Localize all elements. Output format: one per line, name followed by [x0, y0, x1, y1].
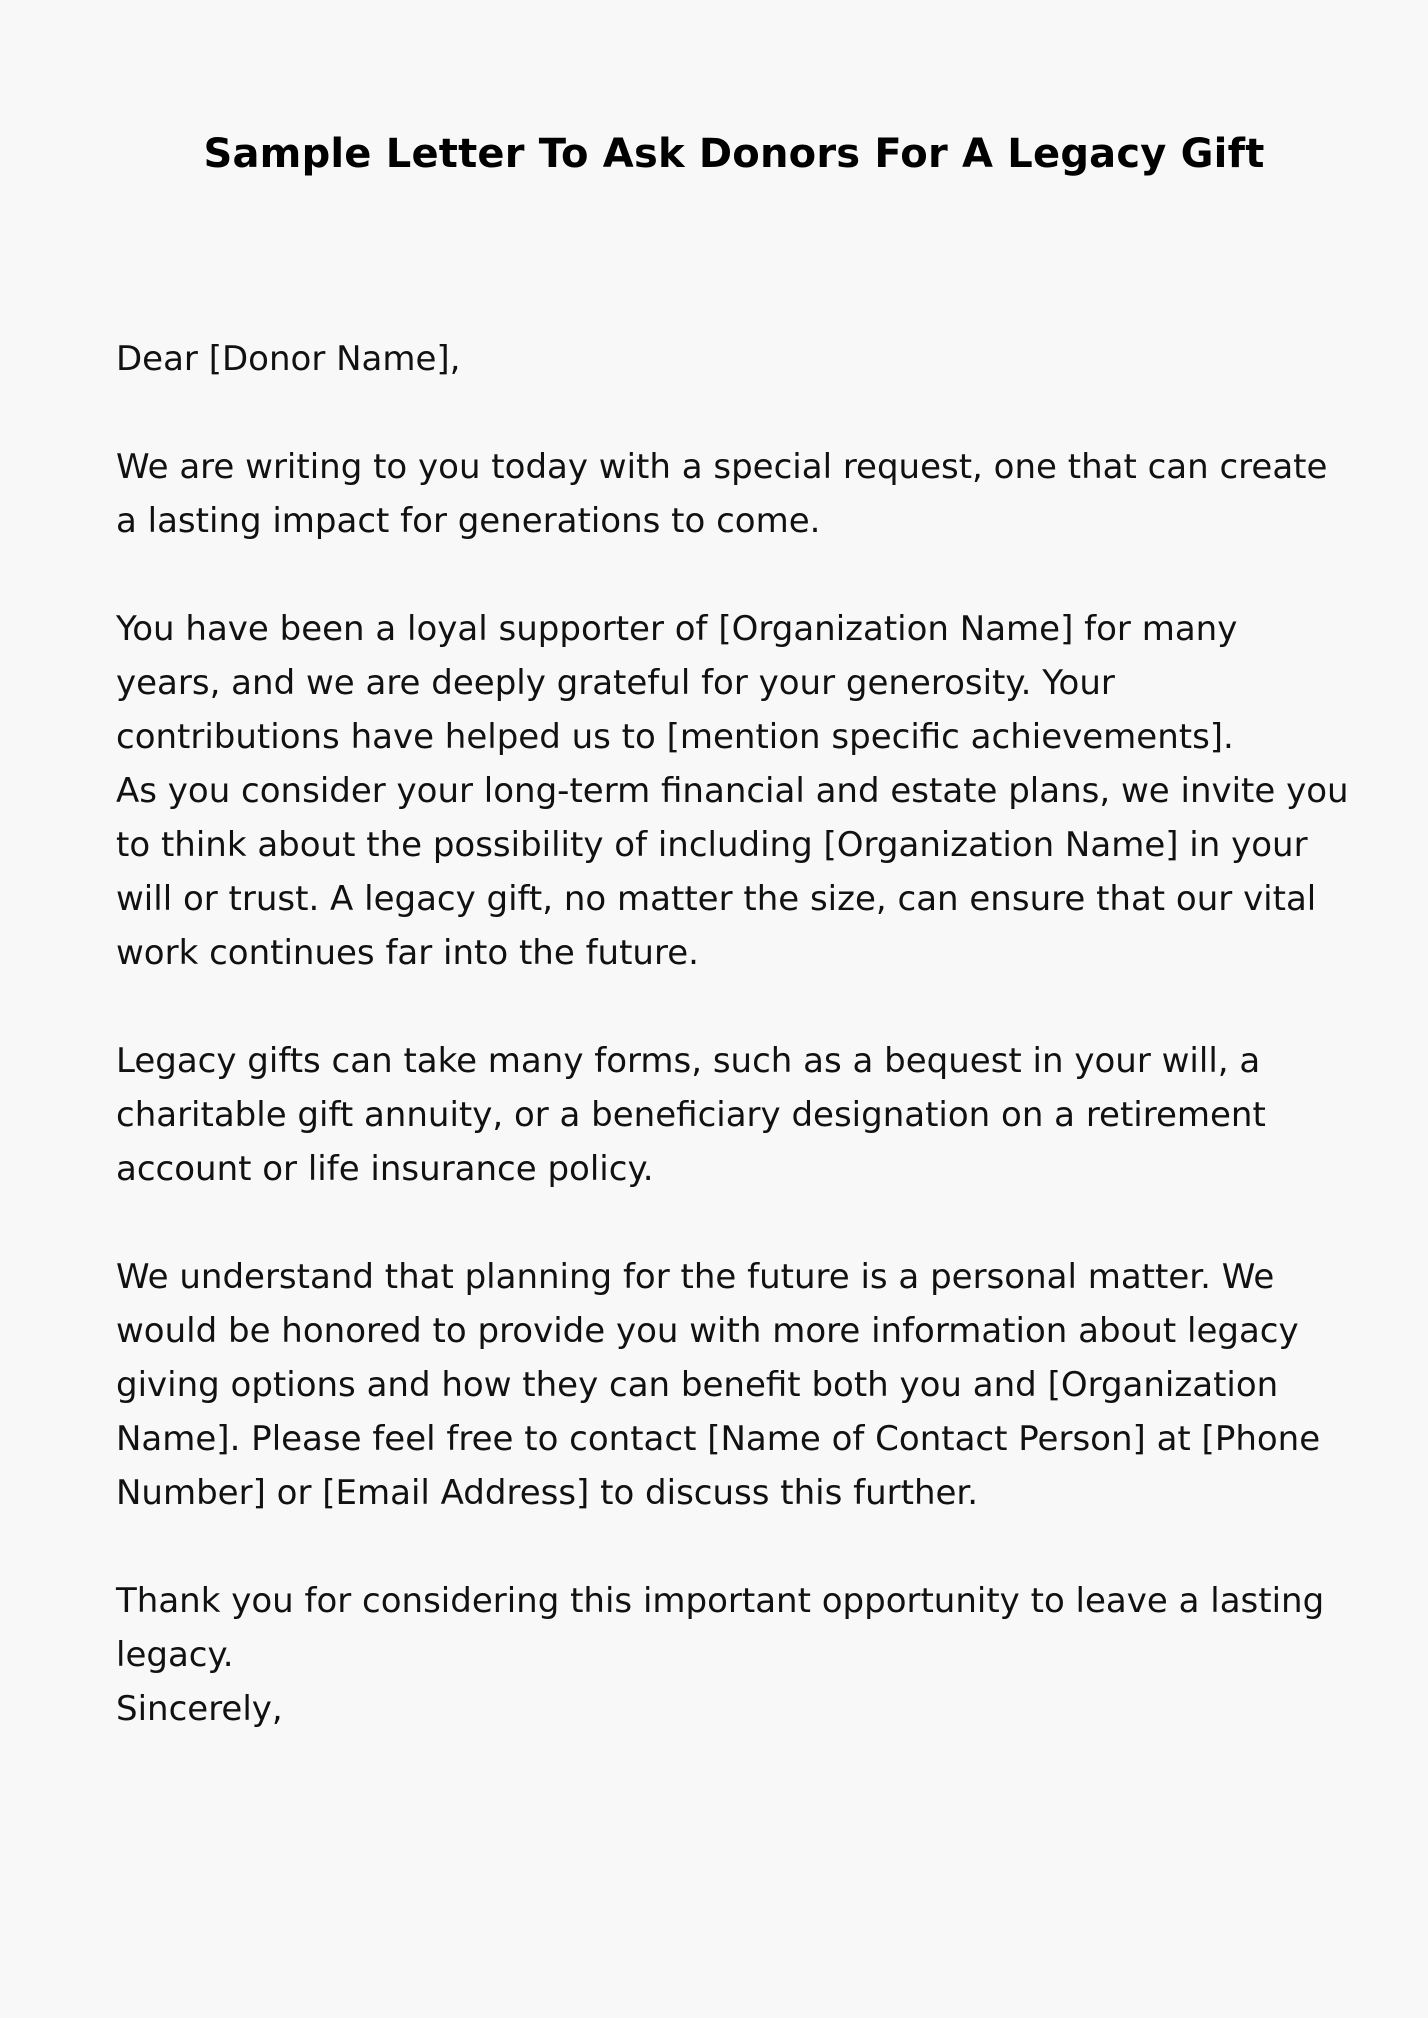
paragraph-line: contributions have helped us to [mention specific achievements].	[116, 717, 1234, 757]
paragraph-line: account or life insurance policy.	[116, 1149, 654, 1189]
greeting: Dear [Donor Name],	[116, 339, 461, 379]
paragraph-spacer	[116, 548, 1346, 602]
paragraph-line: giving options and how they can benefit both you and [Organization	[116, 1365, 1279, 1405]
paragraph-line: a lasting impact for generations to come.	[116, 501, 821, 541]
paragraph-line: to think about the possibility of including [Organization Name] in your	[116, 825, 1308, 865]
paragraph-line: We are writing to you today with a special request, one that can create	[116, 447, 1328, 487]
paragraph-line: You have been a loyal supporter of [Organization Name] for many	[116, 609, 1238, 649]
paragraph-line: would be honored to provide you with more information about legacy	[116, 1311, 1299, 1351]
paragraph-line: As you consider your long-term financial and estate plans, we invite you	[116, 771, 1349, 811]
paragraph-spacer	[116, 1196, 1346, 1250]
letter-title: Sample Letter To Ask Donors For A Legacy Gift	[203, 131, 1265, 177]
paragraph-line: Name]. Please feel free to contact [Name of Contact Person] at [Phone	[116, 1419, 1321, 1459]
paragraph-request	[116, 440, 1346, 548]
paragraph-line: We understand that planning for the future is a personal matter. We	[116, 1257, 1275, 1297]
paragraph-line: legacy.	[116, 1635, 234, 1675]
closing: Sincerely,	[116, 1689, 283, 1729]
paragraph-line: Legacy gifts can take many forms, such as a bequest in your will, a	[116, 1041, 1261, 1081]
paragraph-spacer	[116, 980, 1346, 1034]
paragraph-line: charitable gift annuity, or a beneficiary designation on a retirement	[116, 1095, 1266, 1135]
paragraph-line: Number] or [Email Address] to discuss this further.	[116, 1473, 979, 1513]
paragraph-gift-forms	[116, 1034, 1346, 1196]
letter-body	[116, 332, 1349, 1736]
paragraph-line: Thank you for considering this important opportunity to leave a lasting	[116, 1581, 1325, 1621]
paragraph-spacer	[116, 1520, 1346, 1574]
paragraph-spacer	[116, 386, 1346, 440]
paragraph-line: years, and we are deeply grateful for your generosity. Your	[116, 663, 1115, 703]
paragraph-line: work continues far into the future.	[116, 933, 699, 973]
paragraph-thanks	[116, 1574, 1346, 1682]
paragraph-contact	[116, 1250, 1346, 1520]
paragraph-line: will or trust. A legacy gift, no matter the size, can ensure that our vital	[116, 879, 1317, 919]
paragraph-support	[116, 602, 1349, 980]
